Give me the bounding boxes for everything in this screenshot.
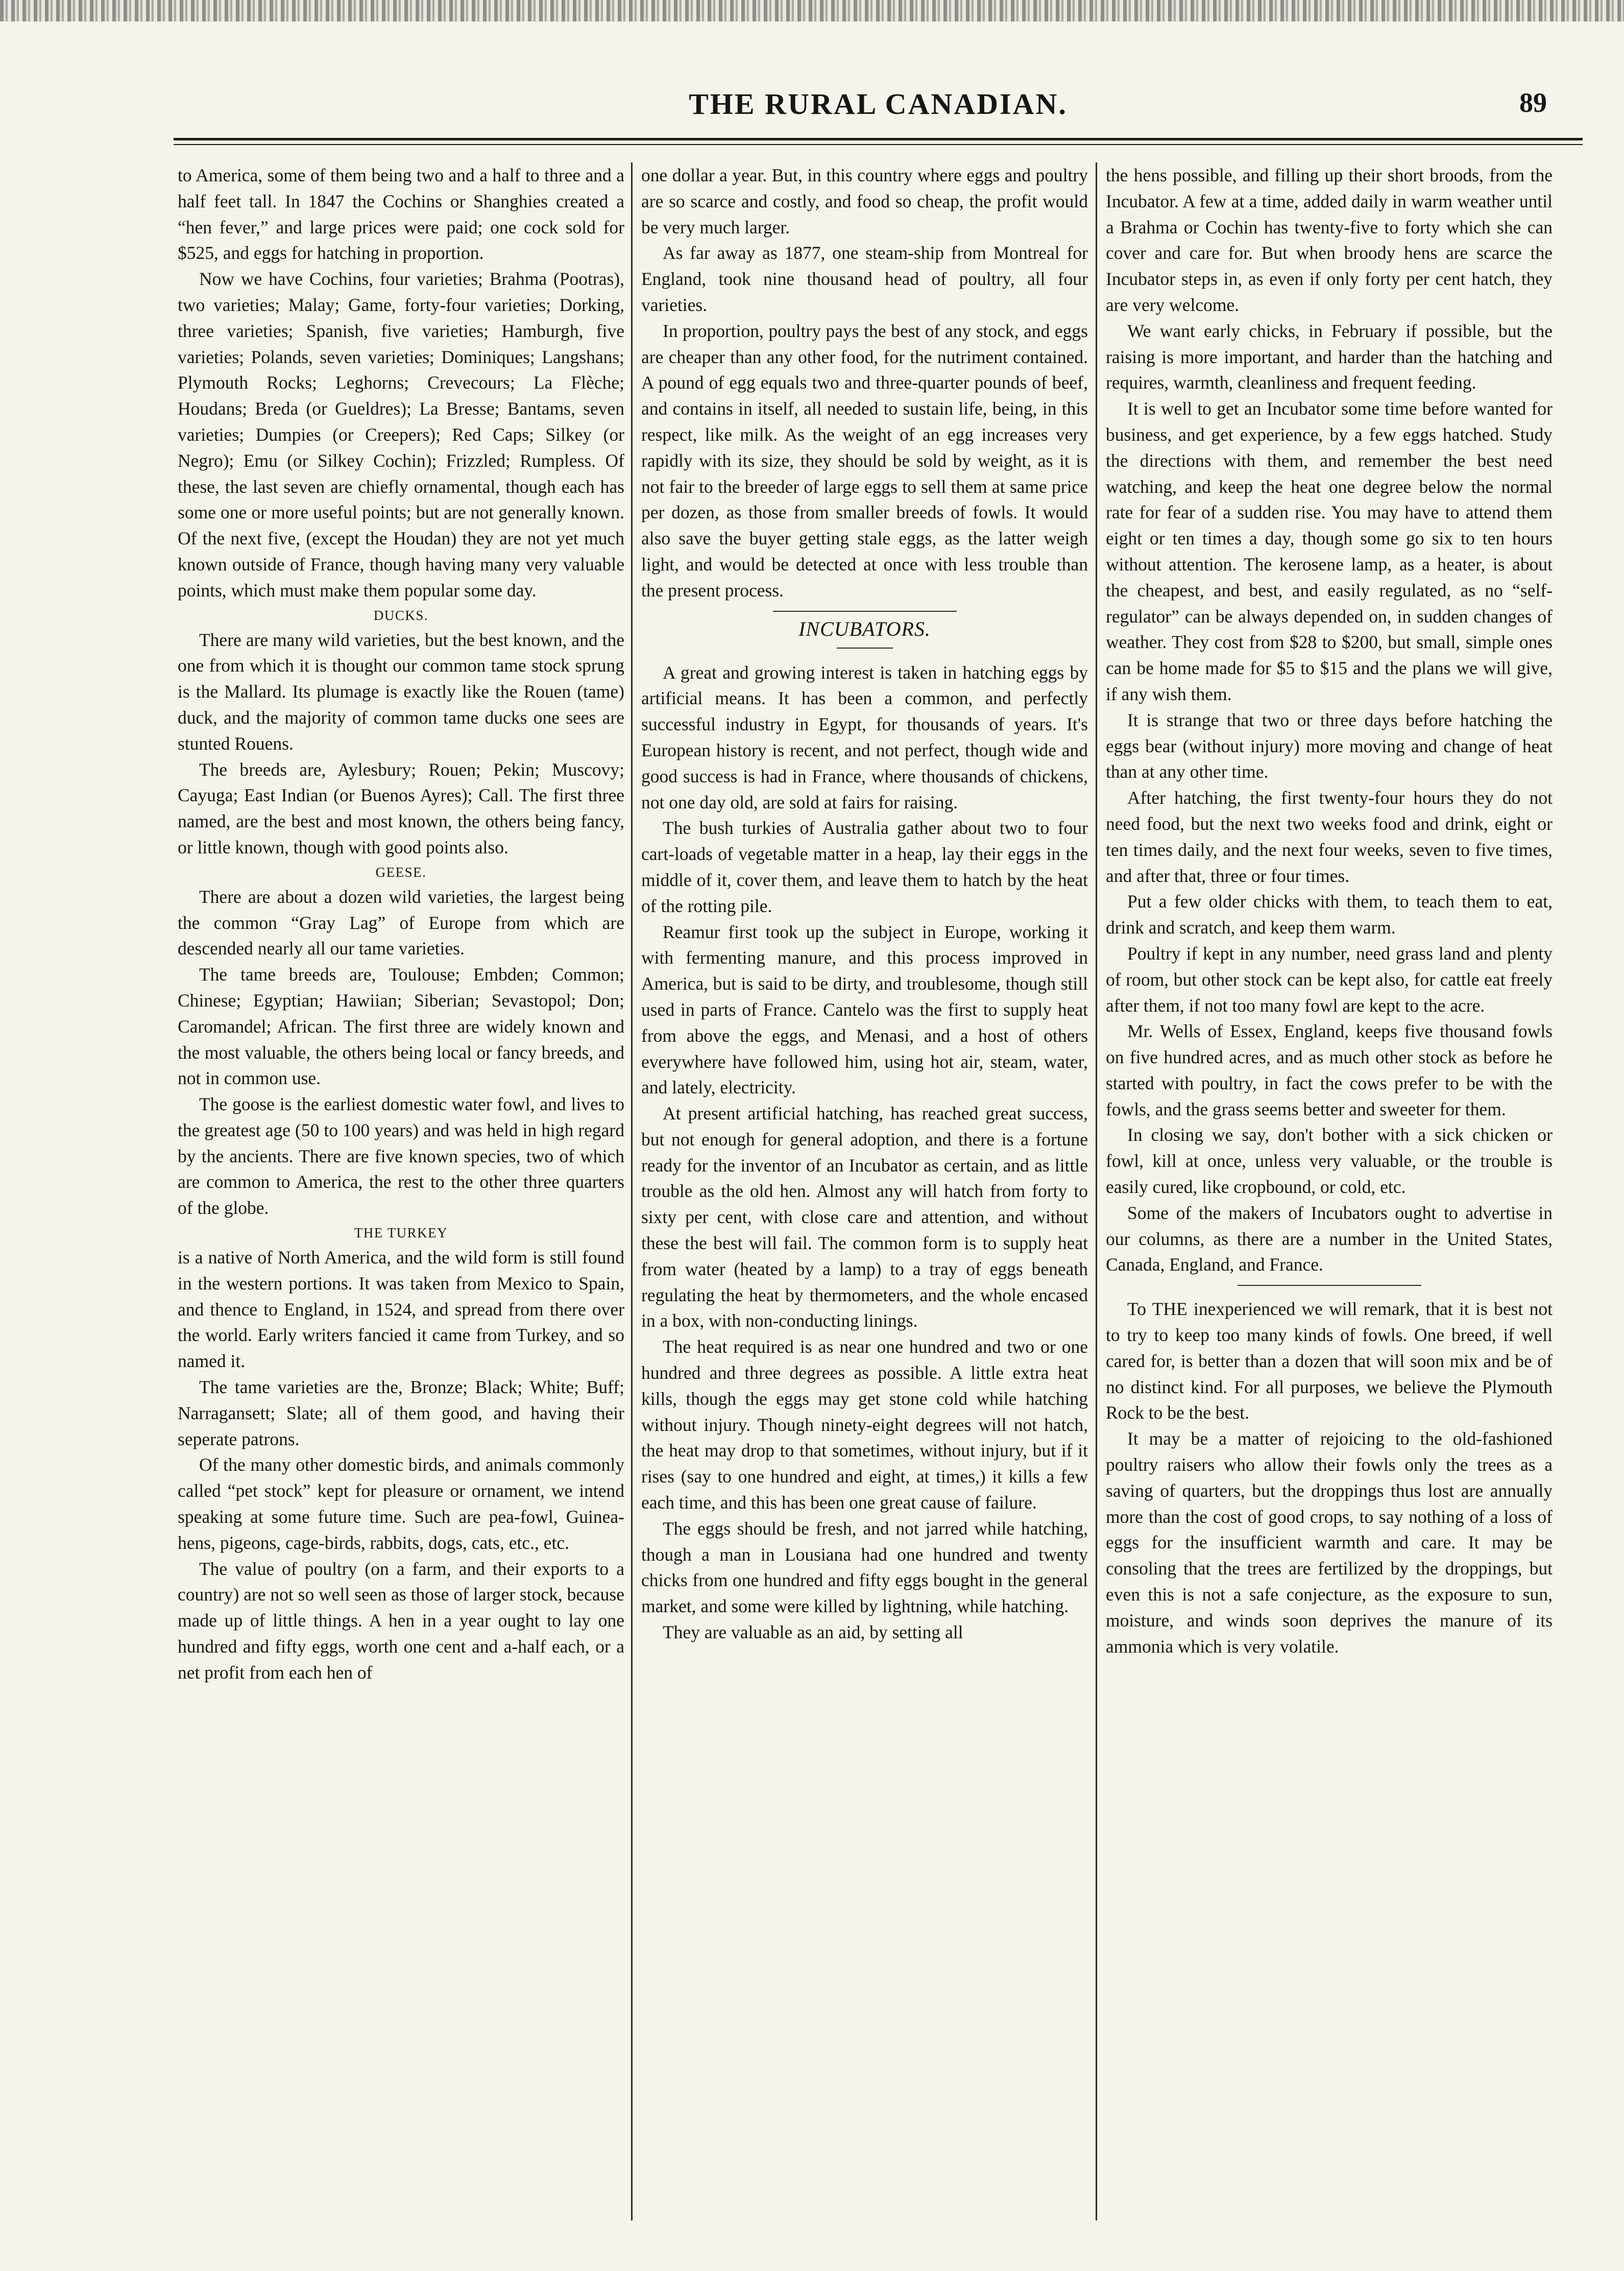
paragraph: Now we have Cochins, four varieties; Brahma (Pootras), two varieties; Malay; Game, forty-four varieties; Dorking, three varieties; Spanish, five varieties; Hamburgh, five varieties; Polands, seven varieties; Dominiques; Langshans; Plymouth Rocks; Leghorns; Crevecours; La Flèche; Houdans; Breda (or Gueldres); La Bresse; Bantams, seven varieties; Dumpies (or Creepers); Red Caps; Silkey (or Negro); Emu (or Silkey Cochin); Frizzled; Rumpless. Of these, the last seven are chiefly ornamental, though each has some one or more useful points; but are not generally known. Of the next five, (except the Houdan) they are not yet much known outside of France, though having many very valuable points, which must make them popular some day. — [178, 269, 624, 601]
paragraph: The eggs should be fresh, and not jarred while hatching, though a man in Lousiana had one hundred and twenty chicks from one hundred and fifty eggs bought in the general market, and some were killed by lightning, while hatching. — [641, 1518, 1088, 1617]
column-1 — [178, 162, 624, 2220]
subheading-geese: GEESE. — [375, 864, 427, 880]
paragraph: As far away as 1877, one steam-ship from Montreal for England, took nine thousand head of poultry, all four varieties. — [641, 243, 1088, 315]
paragraph: The goose is the earliest domestic water fowl, and lives to the greatest age (50 to 100 years) and was held in high regard by the ancients. There are five known species, two of which are common to America, the rest to the other three quarters of the globe. — [178, 1094, 624, 1218]
paragraph: To THE inexperienced we will remark, that it is best not to try to keep too many kinds of fowls. One breed, if well cared for, is better than a dozen that will soon mix and be of no distinct kind. For all purposes, we believe the Plymouth Rock to be the best. — [1106, 1299, 1553, 1423]
paragraph: The tame breeds are, Toulouse; Embden; Common; Chinese; Egyptian; Hawiian; Siberian; Sevastopol; Don; Caromandel; African. The first three are widely known and the most valuable, the others being local or fancy breeds, and not in common use. — [178, 964, 624, 1089]
paragraph: It may be a matter of rejoicing to the old-fashioned poultry raisers who allow their fowls only the trees as a saving of quarters, but the droppings thus lost are annually more than the cost of good crops, to say nothing of a loss of eggs for the insufficient warmth and care. It may be consoling that the trees are fertilized by the droppings, but even this is not a safe conjecture, as the exposure to sun, moisture, and winds soon deprives the manure of its ammonia which is very volatile. — [1106, 1428, 1553, 1657]
paragraph: In closing we say, don't bother with a sick chicken or fowl, kill at once, unless very valuable, or the trouble is easily cured, like cropbound, or cold, etc. — [1106, 1125, 1553, 1198]
paragraph: The tame varieties are the, Bronze; Black; White; Buff; Narragansett; Slate; all of them good, and having their seperate patrons. — [178, 1377, 624, 1449]
paragraph: It is strange that two or three days before hatching the eggs bear (without injury) more moving and change of heat than at any other time. — [1106, 709, 1553, 782]
section-rule — [773, 611, 957, 612]
paragraph: We want early chicks, in February if possible, but the raising is more important, and harder than the hatching and requires, warmth, cleanliness and frequent feeding. — [1106, 320, 1553, 393]
paragraph: Reamur first took up the subject in Europe, working it with fermenting manure, and this process improved in America, but is said to be dirty, and troublesome, though still used in parts of France. Cantelo was the first to supply heat from above the eggs, and Menasi, and a host of others everywhere have followed him, using hot air, steam, water, and lately, electricity. — [641, 921, 1088, 1098]
header-rule-thick — [174, 138, 1583, 140]
paragraph: It is well to get an Incubator some time before wanted for business, and get experience, by a few eggs hatched. Study the directions with them, and remember the best need watching, and keep the heat one degree below the normal rate for fear of a sudden rise. You may have to attend them eight or ten times a day, though some go six to ten hours without attention. The kerosene lamp, as a heater, is about the cheapest, and best, and easily regulated, as no “self-regulator” can be always depended on, in sudden changes of weather. They cost from $28 to $200, but small, simple ones can be home made for $5 to $15 and the plans we will give, if any wish them. — [1106, 398, 1553, 704]
paragraph: one dollar a year. But, in this country where eggs and poultry are so scarce and costly, and food so cheap, the profit would be very much larger. — [641, 165, 1088, 237]
paragraph: There are many wild varieties, but the best known, and the one from which it is thought our common tame stock sprung is the Mallard. Its plumage is exactly like the Rouen (tame) duck, and the majority of common tame ducks one sees are stunted Rouens. — [178, 629, 624, 754]
paragraph: At present artificial hatching, has reached great success, but not enough for general adoption, and there is a fortune ready for the inventor of an Incubator as certain, and as little trouble as the old hen. Almost any will hatch from forty to sixty per cent, with close care and attention, and without these the best will fail. The common form is to supply heat from water (heated by a lamp) to a tray of eggs beneath regulating the heat by thermometers, and the whole encased in a box, with non-conducting linings. — [641, 1103, 1088, 1331]
paragraph: Poultry if kept in any number, need grass land and plenty of room, but other stock can be kept also, for cattle eat freely after them, if not too many fowl are kept to the acre. — [1106, 943, 1553, 1016]
paragraph: In proportion, poultry pays the best of any stock, and eggs are cheaper than any other food, for the nutriment contained. A pound of egg equals two and three-quarter pounds of beef, and contains in itself, all needed to sustain life, being, in this respect, like milk. As the weight of an egg increases very rapidly with its size, they should be sold by weight, as it is not fair to the breeder of large eggs to sell them at same price per dozen, as those from smaller breeds of fowls. It would also save the buyer getting stale eggs, as the latter weigh light, and would be detected at once with less trouble than the present process. — [641, 320, 1088, 601]
scan-edge-noise — [0, 0, 1624, 21]
paragraph: is a native of North America, and the wild form is still found in the western portions. It was taken from Mexico to Spain, and thence to England, in 1524, and spread from there over the world. Early writers fancied it came from Turkey, and so named it. — [178, 1247, 624, 1372]
paragraph: Put a few older chicks with them, to teach them to eat, drink and scratch, and keep them warm. — [1106, 891, 1553, 938]
column-3 — [1106, 162, 1553, 2220]
paragraph: After hatching, the first twenty-four hours they do not need food, but the next two weeks food and drink, eight or ten times daily, and the next four weeks, seven to five times, and after that, three or four times. — [1106, 787, 1553, 886]
paragraph: The heat required is as near one hundred and two or one hundred and three degrees as possible. A little extra heat kills, though the eggs may get stone cold while hatching without injury. Though ninety-eight degrees will not hatch, the heat may drop to that sometimes, without injury, but if it rises (say to one hundred and eight, at times,) it kills a few each time, and this has been one great cause of failure. — [641, 1336, 1088, 1513]
paragraph: The value of poultry (on a farm, and their exports to a country) are not so well seen as those of larger stock, because made up of little things. A hen in a year ought to lay one hundred and fifty eggs, worth one cent and a-half each, or a net profit from each hen of — [178, 1558, 624, 1683]
paragraph: They are valuable as an aid, by setting all — [663, 1622, 963, 1643]
paragraph: the hens possible, and filling up their short broods, from the Incubator. A few at a time, added daily in warm weather until a Brahma or Cochin has twenty-five to forty which she can cover and care for. But when broody hens are scarce the Incubator steps in, as even if only forty per cent hatch, they are very welcome. — [1106, 165, 1553, 315]
section-rule — [1238, 1285, 1421, 1286]
column-divider-2 — [1096, 162, 1097, 2220]
page-number: 89 — [1519, 87, 1547, 118]
paragraph: Mr. Wells of Essex, England, keeps five thousand fowls on five hundred acres, and as much other stock as before he started with poultry, in fact the cows prefer to be with the fowls, and the grass seems better and sweeter for them. — [1106, 1021, 1553, 1119]
paragraph: A great and growing interest is taken in hatching eggs by artificial means. It has been a common, and perfectly successful industry in Egypt, for thousands of years. It's European history is recent, and not perfect, though wide and good success is had in France, where thousands of chickens, not one day old, are sold at fairs for raising. — [641, 662, 1088, 812]
page-header — [174, 82, 1583, 128]
section-rule-short — [837, 648, 893, 649]
page-title: THE RURAL CANADIAN. — [689, 87, 1068, 121]
paragraph: to America, some of them being two and a half to three and a half feet tall. In 1847 the Cochins or Shanghies created a “hen fever,” and large prices were paid; one cock sold for $525, and eggs for hatching in proportion. — [178, 165, 624, 264]
column-2 — [641, 162, 1088, 2220]
header-rule-thin — [174, 144, 1583, 145]
subheading-turkey: THE TURKEY — [354, 1225, 448, 1241]
paragraph: The bush turkies of Australia gather about two to four cart-loads of vegetable matter in a heap, lay their eggs in the middle of it, cover them, and leave them to hatch by the heat of the rotting pile. — [641, 818, 1088, 916]
paragraph: There are about a dozen wild varieties, the largest being the common “Gray Lag” of Europe from which are descended nearly all our tame varieties. — [178, 886, 624, 959]
column-divider-1 — [631, 162, 633, 2220]
section-heading-incubators: INCUBATORS. — [798, 617, 931, 640]
paragraph: The breeds are, Aylesbury; Rouen; Pekin; Muscovy; Cayuga; East Indian (or Buenos Ayres); Call. The first three named, are the best and most known, the others being fancy, or little known, though with good points also. — [178, 759, 624, 857]
paragraph: Of the many other domestic birds, and animals commonly called “pet stock” kept for pleasure or ornament, we intend speaking at some future time. Such are pea-fowl, Guinea-hens, pigeons, cage-birds, rabbits, dogs, cats, etc., etc. — [178, 1454, 624, 1553]
subheading-ducks: DUCKS. — [373, 607, 429, 623]
paragraph: Some of the makers of Incubators ought to advertise in our columns, as there are a number in the United States, Canada, England, and France. — [1106, 1202, 1553, 1275]
